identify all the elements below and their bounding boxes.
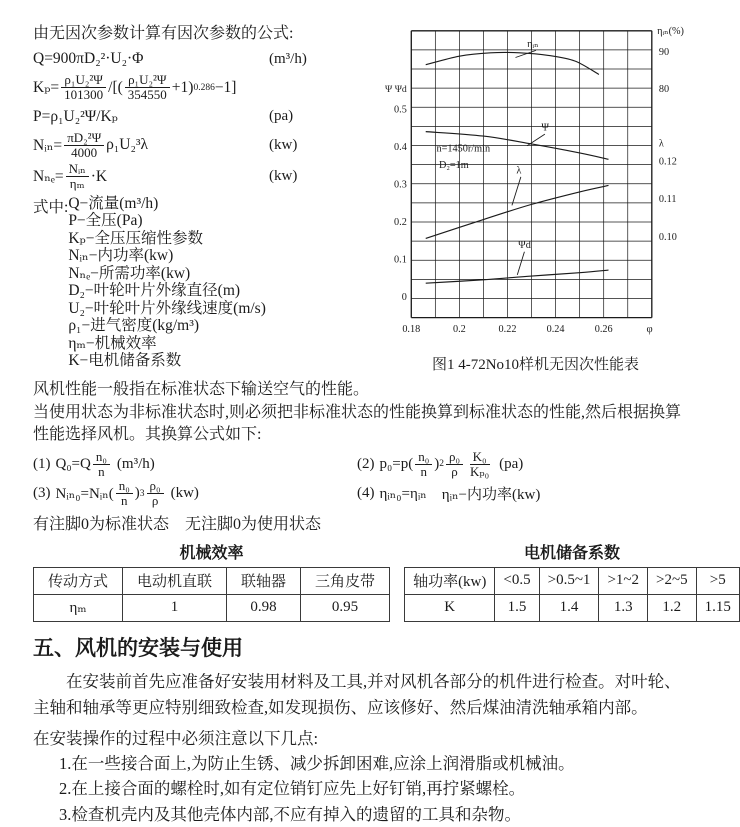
fraction: $\frac{\text{ρ₀}}{\rho}$ xyxy=(446,450,463,480)
fraction: $\frac{\text{n₀}}{n}$ xyxy=(415,450,432,480)
series-label: Ψd xyxy=(517,240,531,252)
performance-chart xyxy=(381,20,691,348)
table-cell: K xyxy=(405,594,495,621)
formula-text: ρ₁U₂³λ xyxy=(106,136,149,154)
formula-text: p₀=p( xyxy=(379,455,414,472)
leader-line xyxy=(527,134,545,146)
table-row xyxy=(34,594,390,621)
x-axis-tick: 0.22 xyxy=(498,323,516,335)
formula-text: −1] xyxy=(214,78,237,96)
fraction: $\frac{\text{ρ₀}}{\rho}$ xyxy=(147,479,164,509)
install-point: 2.在上接合面的螺栓时,如有定位销钉应先上好钉销,再拧紧螺栓。 xyxy=(59,779,526,799)
where-label: 式中: xyxy=(33,198,69,216)
formula-expression xyxy=(33,73,269,103)
motor-reserve-block xyxy=(404,540,740,622)
footnote-line: 有注脚0为标准状态 无注脚0为使用状态 xyxy=(33,515,322,533)
conversion-formula xyxy=(33,479,351,509)
symbol-list xyxy=(68,195,266,370)
formula-unit: (kw) xyxy=(269,136,298,153)
series-curve-ηᵢₙ xyxy=(425,52,598,74)
lambda-axis-label: λ xyxy=(658,138,664,150)
fraction: $\frac{\text{n₀}}{n}$ xyxy=(116,479,133,509)
exponent: 0.286 xyxy=(193,82,215,93)
eta-axis-tick: 90 xyxy=(658,46,669,58)
formula-text: Nᵢₙ= xyxy=(33,136,63,154)
formula-text: Q=900πD₂²·U₂·Φ xyxy=(33,50,144,67)
chart-column xyxy=(377,18,694,399)
table-header-cell: >1~2 xyxy=(599,567,648,594)
fraction: $\frac{\text{Nᵢₙ}}{\text{ηₘ}}$ xyxy=(66,162,89,192)
formula-text: Nᵢₙ₀=Nᵢₙ( xyxy=(55,486,114,503)
x-axis-tick: 0.24 xyxy=(546,323,565,335)
annotation-diameter: D₂=1m xyxy=(438,160,469,172)
formula-number: (4) xyxy=(357,485,375,502)
formula-text: ) xyxy=(434,455,440,472)
table-header-cell: 电动机直联 xyxy=(123,567,227,594)
section-heading: 五、风机的安装与使用 xyxy=(33,636,243,660)
table-title: 机械效率 xyxy=(179,544,244,562)
left-axis-tick: 0.4 xyxy=(393,142,407,154)
left-axis-label: Ψ Ψd xyxy=(384,84,407,96)
formula-text: ·K xyxy=(90,167,108,185)
formula-text: Nₙₑ= xyxy=(33,168,64,186)
table-cell: 1.15 xyxy=(696,594,739,621)
table-header-cell: 轴功率(kw) xyxy=(405,567,495,594)
table-row xyxy=(405,594,740,621)
formula-text: P=ρ₁U₂²Ψ/Kₚ xyxy=(33,108,118,126)
fraction: $\frac{\text{K₀}}{\text{Kₚ₀}}$ xyxy=(470,448,490,479)
symbol-definition: U₂−叶轮叶片外缘线速度(m/s) xyxy=(68,299,266,317)
formula-unit: (pa) xyxy=(269,108,294,125)
formula-expression xyxy=(33,162,269,192)
formula-text: ηᵢₙ−内功率(kw) xyxy=(426,487,541,504)
leader-line xyxy=(517,252,524,275)
formulas-intro: 由无因次参数计算有因次参数的公式: xyxy=(33,25,294,42)
annotation-speed: n=1450r/min xyxy=(436,143,490,155)
conversion-formula xyxy=(357,450,694,480)
formula-unit: (pa) xyxy=(499,455,524,472)
table-cell: 0.95 xyxy=(301,594,390,621)
formula-number: (1) xyxy=(33,455,51,472)
symbol-definitions xyxy=(33,195,377,370)
eta-axis-tick: 80 xyxy=(658,84,669,96)
table-header-cell: >5 xyxy=(696,567,739,594)
fraction: $\frac{\text{ρ₁U₂²Ψ}}{101300}$ xyxy=(61,73,106,103)
top-section xyxy=(33,18,694,399)
series-label: λ xyxy=(515,165,521,177)
table-header-cell: <0.5 xyxy=(495,567,539,594)
symbol-definition: Q−流量(m³/h) xyxy=(68,194,159,212)
formula-line xyxy=(33,162,377,192)
series-curve-λ xyxy=(425,185,608,238)
install-points xyxy=(33,751,694,827)
left-axis-tick: 0.1 xyxy=(393,254,407,266)
table-header-cell: >0.5~1 xyxy=(539,567,599,594)
table-title: 电机储备系数 xyxy=(523,544,620,562)
formula-unit: (kw) xyxy=(170,485,199,502)
table-header-cell: 三角皮带 xyxy=(301,567,390,594)
exponent: 3 xyxy=(139,488,145,499)
symbol-definition: D₂−叶轮叶片外缘直径(m) xyxy=(68,282,241,300)
motor-reserve-table xyxy=(404,567,740,622)
table-cell: 0.98 xyxy=(227,594,301,621)
formula-text: ηᵢₙ₀=ηᵢₙ xyxy=(379,486,427,503)
table-header-cell: 传动方式 xyxy=(34,567,123,594)
symbol-definition: Nₙₑ−所需功率(kw) xyxy=(68,264,191,282)
tables-row xyxy=(33,540,731,622)
formula-line xyxy=(33,73,377,103)
formula-number: (3) xyxy=(33,485,51,502)
lambda-axis-tick: 0.12 xyxy=(658,156,677,168)
symbol-definition: ηₘ−机械效率 xyxy=(68,334,157,352)
table-header-cell: 联轴器 xyxy=(227,567,301,594)
table-cell: 1.2 xyxy=(648,594,697,621)
symbol-definition: Kₚ−全压压缩性参数 xyxy=(68,229,203,247)
conversion-formula xyxy=(33,450,351,480)
paragraph-conversion: 当使用状态为非标准状态时,则必须把非标准状态的性能换算到标准状态的性能,然后根据换算性能选择风机。其换算公式如下: xyxy=(33,403,682,444)
left-axis-tick: 0.5 xyxy=(393,104,407,116)
left-axis-tick: 0.3 xyxy=(393,179,407,191)
fraction: $\frac{\text{n₀}}{n}$ xyxy=(93,450,110,480)
x-axis-tick: 0.18 xyxy=(401,323,420,335)
note-line: 在安装操作的过程中必须注意以下几点: xyxy=(33,728,319,748)
lambda-axis-tick: 0.11 xyxy=(658,194,676,206)
formula-text: ) xyxy=(134,485,140,502)
formula-lines xyxy=(33,47,377,192)
fraction: $\frac{\text{ρ₁U₂²Ψ}}{354550}$ xyxy=(125,73,170,103)
formula-expression xyxy=(33,50,269,68)
x-axis-tick: 0.2 xyxy=(452,323,466,335)
conversion-formulas xyxy=(33,450,694,509)
series-label: Ψ xyxy=(540,122,549,134)
table-cell: 1.5 xyxy=(495,594,539,621)
table-cell: 1 xyxy=(123,594,227,621)
paragraph-performance: 风机性能一般指在标准状态下输送空气的性能。 xyxy=(33,380,370,398)
formula-text: Q₀=Q xyxy=(55,455,91,472)
symbol-definition: P−全压(Pa) xyxy=(68,212,143,230)
eta-axis-label: ηᵢₙ(%) xyxy=(656,26,684,38)
formula-unit: (kw) xyxy=(269,168,298,185)
mech-efficiency-table xyxy=(33,567,390,622)
exponent: 2 xyxy=(439,459,444,470)
x-axis-label: φ xyxy=(645,322,653,335)
table-cell: ηₘ xyxy=(34,594,123,621)
formula-line xyxy=(33,47,377,71)
series-label: ηᵢₙ xyxy=(526,38,539,50)
formulas-column xyxy=(33,18,377,399)
x-axis-tick: 0.26 xyxy=(594,323,613,335)
left-axis-tick: 0.2 xyxy=(393,216,407,228)
formula-unit: (m³/h) xyxy=(116,455,155,472)
table-header-cell: >2~5 xyxy=(648,567,697,594)
formula-expression xyxy=(33,131,269,161)
lambda-axis-tick: 0.10 xyxy=(658,232,677,244)
left-axis-tick: 0 xyxy=(401,291,407,303)
formula-text: +1) xyxy=(171,78,194,96)
table-cell: 1.4 xyxy=(539,594,599,621)
chart-caption: 图1 4-72No10样机无因次性能表 xyxy=(431,357,640,373)
formula-number: (2) xyxy=(357,455,375,472)
symbol-definition: K−电机储备系数 xyxy=(68,352,182,370)
leader-line xyxy=(511,177,520,206)
symbol-definition: ρ₁−进气密度(kg/m³) xyxy=(68,317,200,335)
install-point: 3.检查机壳内及其他壳体内部,不应有掉入的遗留的工具和杂物。 xyxy=(59,804,521,824)
fraction: $\frac{\text{πD₂²Ψ}}{4000}$ xyxy=(64,131,104,161)
formula-expression xyxy=(33,107,269,126)
series-curve-Ψd xyxy=(425,270,608,283)
formula-text: Kₚ= xyxy=(33,79,60,97)
mech-efficiency-block xyxy=(33,540,390,622)
install-point: 1.在一些接合面上,为防止生锈、减少拆卸困难,应涂上润滑脂或机械油。 xyxy=(59,753,575,773)
formula-unit: (m³/h) xyxy=(269,50,307,67)
conversion-formula xyxy=(357,479,694,509)
symbol-definition: Nᵢₙ−内功率(kw) xyxy=(68,247,174,265)
table-cell: 1.3 xyxy=(599,594,648,621)
formula-line xyxy=(33,131,377,161)
formula-text: /[( xyxy=(108,78,123,96)
formula-line xyxy=(33,105,377,129)
install-paragraph: 在安装前首先应准备好安装用材料及工具,并对风机各部分的机件进行检查。对叶轮、主轴和轴承等更应特别细致检查,如发现损伤、应该修好、然后煤油清洗轴承箱内部。 xyxy=(33,671,681,718)
